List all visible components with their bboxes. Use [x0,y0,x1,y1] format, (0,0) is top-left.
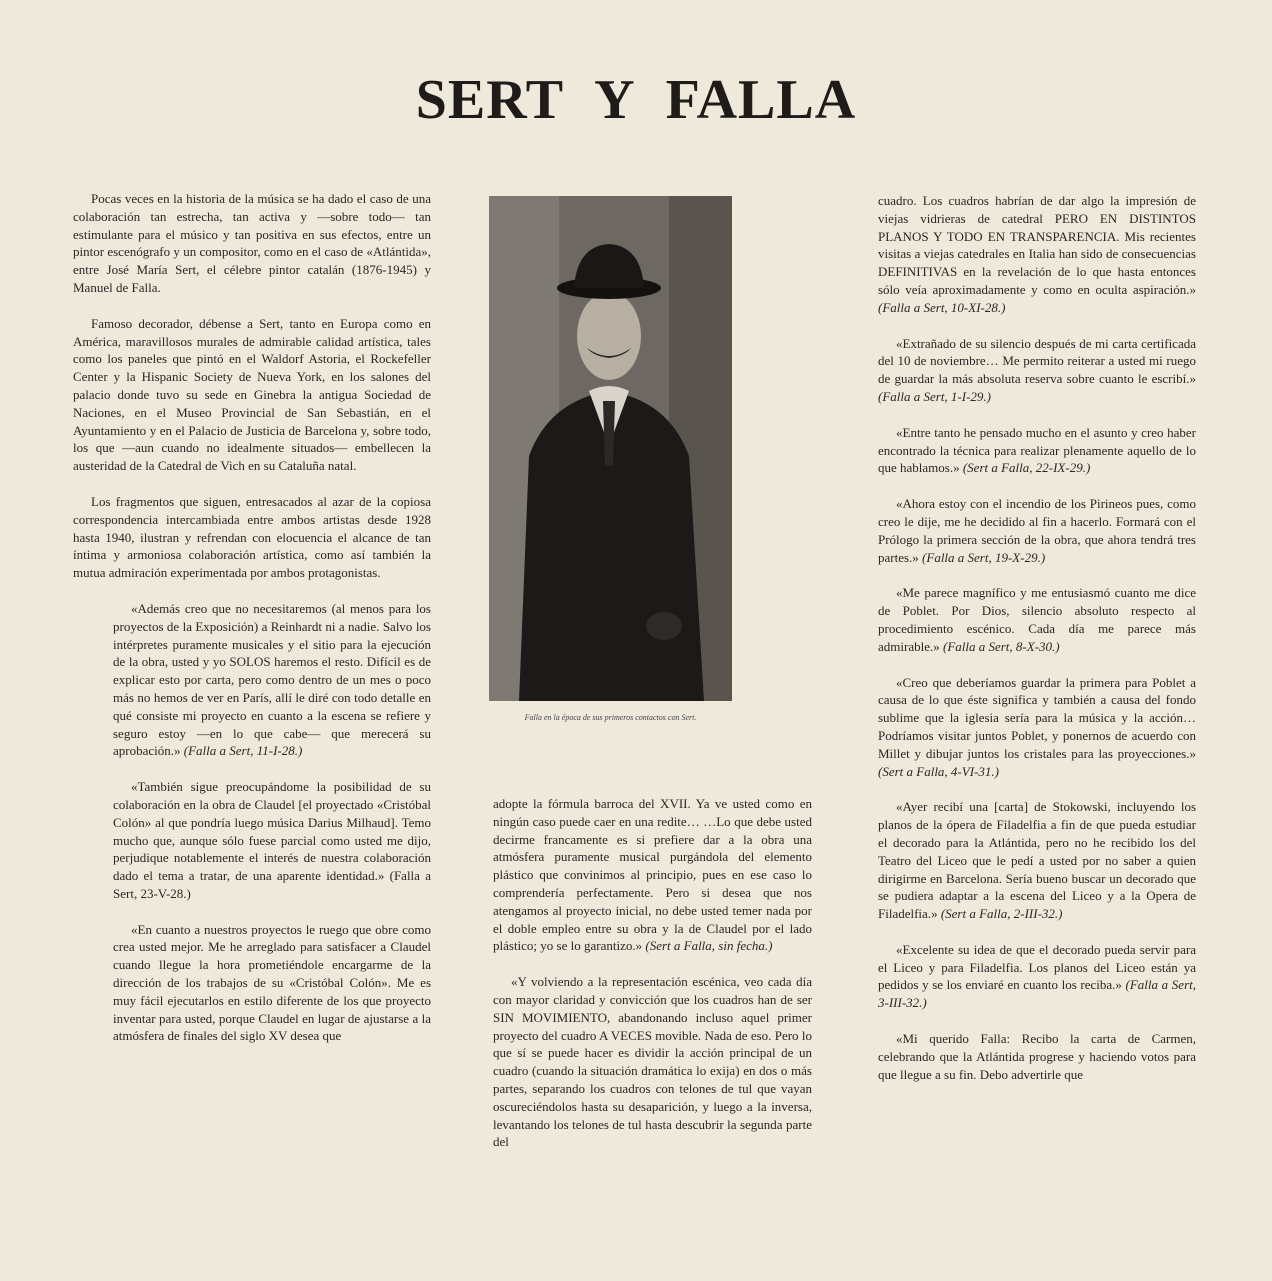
quote-paragraph: «Además creo que no necesitaremos (al menos para los proyectos de la Exposición) a Reinhardt ni a nadie. Salvo los intérpretes puramente musicales y el sitio para la ejecución de la obra, usted y yo SOLOS haremos el resto. Difícil es de explicar esto por carta, pero como dentro de un mes o poco más no hemos de ver en París, allí le diré con todo detalle en qué consiste mi proyecto en cuanto a la escena se refiere y seguro estoy —en lo que cabe— que merecerá su aprobación.» (Falla a Sert, 11-I-28.) [113,600,431,759]
paragraph: «Ayer recibí una [carta] de Stokowski, incluyendo los planos de la ópera de Filadelfia a fin de que pueda estudiar el decorado para la Atlántida, pero no he recibido los del Teatro del Liceo que le pedí a usted por no saber a quien dirigirme en Barcelona. Sería bueno buscar un decorado que se pudiera adaptar a la escena del Liceo y a la Opera de Filadelfia.» (Sert a Falla, 2-III-32.) [878,799,1196,922]
citation: (Falla a Sert, 1-I-29.) [878,388,992,404]
citation: (Sert a Falla, 22-IX-29.) [962,460,1091,476]
quote-paragraph: «También sigue preocupándome la posibilidad de su colaboración en la obra de Claudel [el proyectado «Cristóbal Colón» al que pondría luego música Darius Milhaud]. Temo mucho que, aunque sólo fuese parcial como usted me dijo, perjudique notablemente el interés de nuestra colaboración dado el tema a tratar, de una aparente identidad.» (Falla a Sert, 23-V-28.) [113,779,431,901]
paragraph: Los fragmentos que siguen, entresacados al azar de la copiosa correspondencia intercambiada entre ambos artistas desde 1928 hasta 1940, ilustran y refrendan con elocuencia el alcance de tan íntima y armoniosa colaboración artística, como así también la mutua admiración experimentada por ambos protagonistas. [73,493,431,581]
left-column [73,190,431,1063]
paragraph: Pocas veces en la historia de la música se ha dado el caso de una colaboración tan estrecha, tan activa y —sobre todo— tan estimulante para el músico y tan positiva en sus efectos, entre un pintor escenógrafo y un compositor, como en el caso de «Atlántida», entre José María Sert, el célebre pintor catalán (1876-1945) y Manuel de Falla. [73,191,431,295]
citation: (Sert a Falla, 2-III-32.) [940,906,1063,922]
paragraph: «Creo que deberíamos guardar la primera para Poblet a causa de lo que éste significa y también a causa del fondo sublime que la iglesia sería para la música y la acción… Podríamos visitar juntos Poblet, y ponernos de acuerdo con Millet y dibujar juntos los cristales para las proyecciones.» (Sert a Falla, 4-VI-31.) [878,674,1196,779]
paragraph: «Entre tanto he pensado mucho en el asunto y creo haber encontrado la técnica para realizar plenamente aquello de lo que hablamos.» (Sert a Falla, 22-IX-29.) [878,424,1196,476]
paragraph: cuadro. Los cuadros habrían de dar algo la impresión de viejas vidrieras de catedral PERO EN DISTINTOS PLANOS Y TODO EN TRANSPARENCIA. Mis recientes visitas a viejas catedrales en Italia han sido de consecuencias DEFINITIVAS en la revelación de lo que hasta entonces sólo veía aproximadamente y como en oculta aspiración.» (Falla a Sert, 10-XI-28.) [878,193,1196,315]
citation: (Falla a Sert, 8-X-30.) [942,638,1060,654]
citation: (Falla a Sert, 11-I-28.) [183,743,303,759]
paragraph: «Extrañado de su silencio después de mi carta certificada del 10 de noviembre… Me permito reiterar a usted mi ruego de guardar la más absoluta reserva sobre cuanto le escribí.» (Falla a Sert, 1-I-29.) [878,335,1196,404]
paragraph: adopte la fórmula barroca del XVII. Ya ve usted como en ningún caso puede caer en una redite… …Lo que debe usted decirme francamente es si prefiere dar a la obra una atmósfera puramente musical purgándola del elemento plástico que convinimos al principio, pues en ese caso lo comprendería perfectamente. Pero si desea que nos atengamos al proyecto inicial, no debe usted temer nada por el doble empleo entre su obra y la de Claudel por el lado plástico; yo se lo garantizo.» (Sert a Falla, sin fecha.) [493,796,812,954]
citation: (Falla a Sert, 19-X-29.) [922,549,1046,565]
title-word-y: Y [594,69,636,131]
paragraph: «Mi querido Falla: Recibo la carta de Carmen, celebrando que la Atlántida progrese y haciendo votos para que llegue a su fin. Debo advertirle que [878,1031,1196,1082]
right-column [878,192,1196,1101]
citation: (Falla a Sert, 3-III-32.) [878,977,1196,1011]
citation: (Falla a Sert, 10-XI-28.) [878,299,1006,315]
paragraph: «Excelente su idea de que el decorado pueda servir para el Liceo y para Filadelfia. Los planos del Liceo están ya pedidos y se los enviaré en cuanto los reciba.» (Falla a Sert, 3-III-32.) [878,941,1196,1011]
portrait-illustration [489,196,732,701]
quote-paragraph: «En cuanto a nuestros proyectos le ruego que obre como crea usted mejor. Me he arreglado para satisfacer a Claudel cuando llegue la hora prometiéndole encargarme de la dirección de los trabajos de su «Cristóbal Colón». Me es muy fácil ejecutarlos en estilo diferente de los que proyecto inventar para usted, porque Claudel en lugar de ajustarse a la atmósfera de finales del siglo XV desea que [113,921,431,1044]
paragraph: «Ahora estoy con el incendio de los Pirineos pues, como creo le dije, me he decidido al fin a hacerlo. Formará con el Prólogo la primera sección de la obra, que ahora tendrá tres partes.» (Falla a Sert, 19-X-29.) [878,496,1196,565]
page-title [0,68,1272,132]
portrait-photo [489,196,732,701]
citation: (Sert a Falla, sin fecha.) [645,938,773,954]
middle-column [493,795,812,1169]
paragraph: «Y volviendo a la representación escénica, veo cada día con mayor claridad y convicción que los cuadros han de ser SIN MOVIMIENTO, abandonando incluso aquel primer proyecto del cuadro A VECES movible. Nada de eso. Pero lo que sí se puede hacer es dividir la acción principal de un cuadro (cuando la situación dramática lo exija) en dos o más partes, separando los cuadros con telones de tul que vayan oscureciéndolos hasta su desaparición, y luego a la inversa, levantando los telones de tul hasta descubrir la segunda parte del [493,974,812,1150]
citation: (Sert a Falla, 4-VI-31.) [878,763,999,779]
title-word-sert: SERT [415,69,565,131]
title-word-falla: FALLA [665,69,857,131]
paragraph: «Me parece magnífico y me entusiasmó cuanto me dice de Poblet. Por Dios, silencio absoluto respecto al procedimiento escénico. Cada día me parece más admirable.» (Falla a Sert, 8-X-30.) [878,585,1196,654]
paragraph: Famoso decorador, débense a Sert, tanto en Europa como en América, maravillosos murales de admirable calidad artística, tales como los paneles que pintó en el Waldorf Astoria, el Rockefeller Center y la Hispanic Society de Nueva York, en los salones del palacio donde tuvo su sede en Ginebra la antigua Sociedad de Naciones, en el Museo Provincial de San Sebastián, en el Ayuntamiento y en el Palacio de Justicia de Barcelona y, sobre todo, los que —aun cuando no idealmente situados— embellecen la austeridad de la Catedral de Vich en su Cataluña natal. [73,315,431,474]
photo-caption: Falla en la época de sus primeros contactos con Sert. [524,713,697,722]
